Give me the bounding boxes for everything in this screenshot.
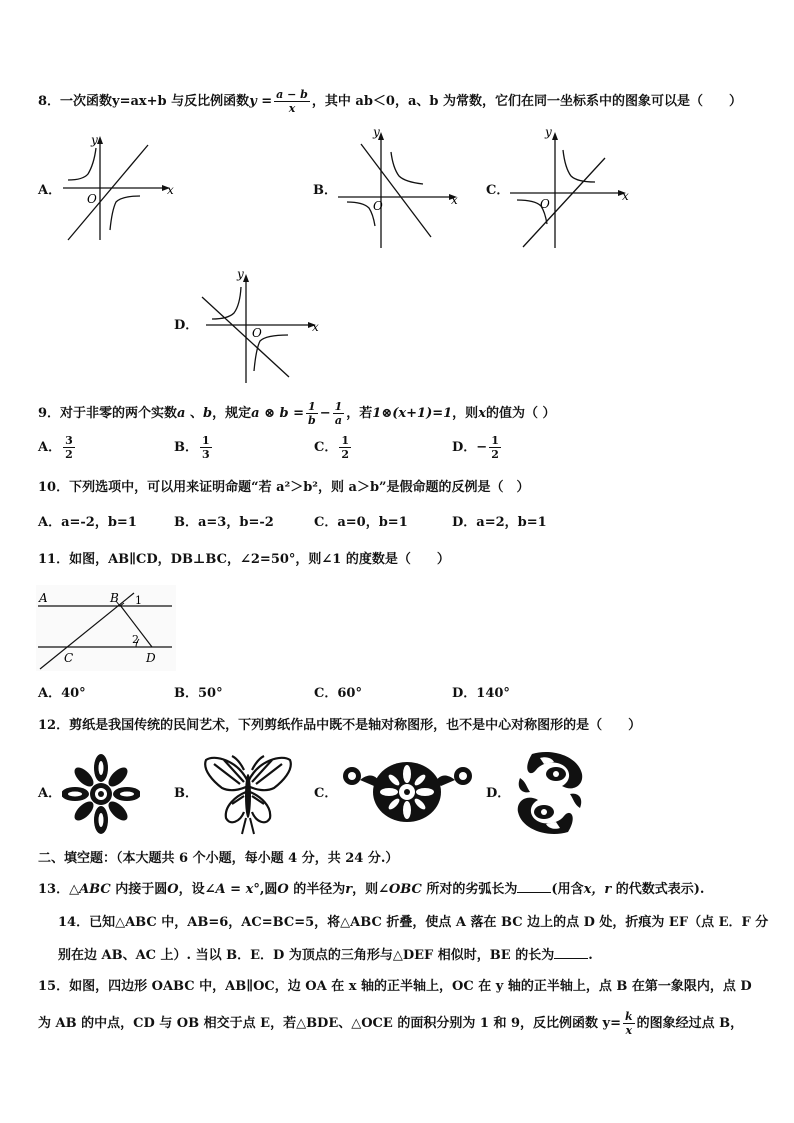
q8b-y-label: y [373,125,380,139]
q8-prefix: 8．一次函数y=ax+b 与反比例函数 [38,94,250,109]
q14-line-2-text: 别在边 AB、AC 上）. 当以 B．E．D 为顶点的三角形与△DEF 相似时，BE 的长为 [58,948,555,963]
q8c-y-label: y [545,125,552,139]
q11-label-1: 1 [135,594,142,607]
q13-p4: 的半径为 [288,882,346,897]
q14-line-2-end: . [588,948,593,963]
q9-option-b-frac [200,434,212,461]
q13-r: r [345,882,353,897]
q9-option-d[interactable] [452,434,503,461]
q8-frac-den: x [288,102,296,115]
q9-f1-num: 1 [306,400,318,414]
q9-frac-2 [333,400,345,427]
q9-cond-post: ，则 [452,406,479,421]
q10-option-c[interactable]: C．a=0，b=1 [314,515,408,530]
q9-f2-num: 1 [334,400,343,413]
q8-graph-a[interactable] [58,130,178,245]
q10-option-d[interactable]: D．a=2，b=1 [452,515,547,530]
q13-vars: x，r [583,882,612,897]
q8-graph-d[interactable] [194,265,329,385]
q11-label-a: A [39,591,48,605]
paper-cut-swirl-image[interactable] [512,748,588,838]
q9-def-lhs: a ⊗ b = [251,406,305,421]
q8-suffix: ，其中 ab＜0，a、b 为常数，它们在同一坐标系中的图象可以是（ ） [311,94,742,109]
q9-cond: 1⊗(x+1)=1 [372,406,453,421]
q11-option-d[interactable]: D．140° [452,686,510,701]
q10-stem: 10．下列选项中，可以用来证明命题“若 a²＞b²，则 a＞b”是假命题的反例是（ ） [38,480,530,495]
q13-angle: ∠A = x° [204,882,260,897]
q8a-x-label: x [167,183,174,197]
q8b-x-label: x [451,193,458,207]
q8b-origin-label: O [373,199,383,213]
q11-label-c: C [64,651,74,665]
q9-prefix: 9．对于非零的两个实数 [38,406,178,421]
q15-fraction [623,1010,635,1037]
q12-stem: 12．剪纸是我国传统的民间艺术，下列剪纸作品中既不是轴对称图形，也不是中心对称图形的是（ ） [38,718,642,733]
q14-line-2 [58,946,593,964]
q9-option-a-frac [63,434,75,461]
q9-var-a: a [177,406,186,421]
q15-line-2 [38,1010,743,1037]
paper-cut-floral-image[interactable] [340,752,475,830]
q9-option-d-frac [489,434,501,461]
q13-o1: O [167,882,179,897]
q13-p5: ，则 [352,882,379,897]
q13-p7: (用含 [551,882,584,897]
paper-cut-butterfly-image[interactable] [200,752,296,836]
q9-var-x: x [478,406,486,421]
q13-p2: ，设 [178,882,205,897]
q11-label-d: D [146,651,156,665]
q8-fraction [274,88,310,115]
q9-option-d-sign: − [476,440,488,455]
q9-frac-1 [306,400,318,427]
paper-cut-flower-image[interactable] [62,752,140,836]
q12-option-a-label[interactable]: A． [38,786,62,801]
q8a-origin-label: O [87,192,97,206]
q14-answer-blank[interactable] [554,946,588,959]
q8d-y-label: y [237,267,244,281]
q15-line-1: 15．如图，四边形 OABC 中，AB∥OC，边 OA 在 x 轴的正半轴上，OC 在 y 轴的正半轴上，点 B 在第一象限内，点 D [38,979,752,994]
q9-option-c-num: 1 [341,434,350,447]
q13-p1: 内接于圆 [110,882,168,897]
q8c-x-label: x [622,189,629,203]
q9-option-c[interactable] [314,434,353,461]
q9-option-c-label: C． [314,440,338,455]
q11-label-b: B [110,591,119,605]
q13-p6: 所对的劣弧长为 [421,882,518,897]
q10-option-a[interactable]: A．a=-2，b=1 [38,515,137,530]
q8-fy: y = [249,94,273,109]
q9-cond-pre: ，若 [346,406,373,421]
q8-option-b-label[interactable]: B． [313,183,337,198]
q13-o2: O [277,882,289,897]
q9-minus: − [319,406,331,421]
q9-option-a-label: A． [38,440,62,455]
q9-option-b-den: 3 [202,448,210,461]
q11-option-a[interactable]: A．40° [38,686,86,701]
q13-tri: △ABC [69,882,111,897]
q8c-origin-label: O [540,197,550,211]
q15-line-2-pre: 为 AB 的中点，CD 与 OB 相交于点 E，若△BDE、△OCE 的面积分别为 1 和 9，反比例函数 y= [38,1016,621,1031]
q9-option-b-label: B． [174,440,198,455]
q9-f2-den: a [334,414,343,427]
q9-option-a-den: 2 [65,448,73,461]
q11-option-b[interactable]: B．50° [174,686,223,701]
q8-graph-b[interactable] [333,122,468,252]
q9-option-d-num: 1 [491,434,499,447]
q9-f1-den: b [308,414,316,427]
q11-label-2: 2 [132,633,139,646]
q9-option-d-den: 2 [491,448,499,461]
q15-frac-num: k [624,1010,633,1023]
q9-option-d-label: D． [452,440,477,455]
q8a-y-label: y [91,133,98,147]
q13-obc: ∠OBC [378,882,422,897]
q8d-origin-label: O [252,326,262,340]
q9-var-b: b [203,406,213,421]
q9-option-b-num: 1 [202,434,210,447]
section-2-title: 二、填空题：（本大题共 6 个小题，每小题 4 分，共 24 分.） [38,851,399,866]
q8-stem [38,88,742,115]
q8-graph-c[interactable] [505,122,640,252]
q11-figure [36,585,176,671]
q9-sep: 、 [185,406,204,421]
q8-option-c-label[interactable]: C． [486,183,510,198]
q12-option-b-label[interactable]: B． [174,786,198,801]
q13-stem [38,880,704,898]
q9-option-a[interactable] [38,434,77,461]
q13-prefix: 13． [38,882,70,897]
q15-frac-den: x [625,1024,633,1037]
q9-option-c-den: 2 [341,448,350,461]
q9-rule: ，规定 [212,406,252,421]
q13-answer-blank[interactable] [517,880,551,893]
q9-tail: 的值为（ ） [485,406,556,421]
q9-stem [38,400,555,427]
q13-p8: 的代数式表示). [611,882,705,897]
q11-option-c[interactable]: C．60° [314,686,362,701]
q8-option-a-label[interactable]: A． [38,183,62,198]
q9-option-c-frac [339,434,351,461]
q13-p3: ,圆 [259,882,278,897]
q11-stem: 11．如图，AB∥CD，DB⊥BC，∠2=50°，则∠1 的度数是（ ） [38,552,450,567]
q12-option-c-label[interactable]: C． [314,786,338,801]
q14-line-1: 14．已知△ABC 中，AB=6，AC=BC=5，将△ABC 折叠，使点 A 落在 BC 边上的点 D 处，折痕为 EF（点 E．F 分 [58,915,769,930]
q8-option-d-label[interactable]: D． [174,318,199,333]
q15-line-2-post: 的图象经过点 B， [636,1016,744,1031]
q9-option-a-num: 3 [65,434,73,447]
q8d-x-label: x [312,320,319,334]
q8-frac-num: a − b [276,88,308,101]
q12-option-d-label[interactable]: D． [486,786,511,801]
q9-option-b[interactable] [174,434,214,461]
q10-option-b[interactable]: B．a=3，b=-2 [174,515,274,530]
